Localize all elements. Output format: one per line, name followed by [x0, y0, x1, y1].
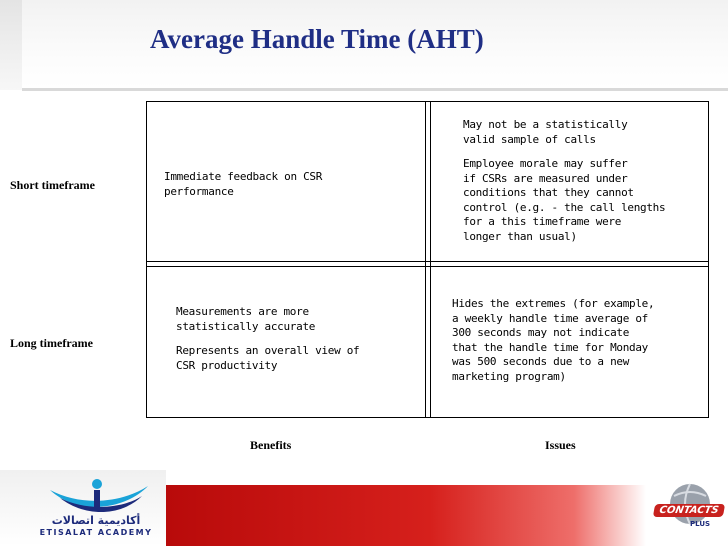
- logo-english-text: ETISALAT ACADEMY: [39, 528, 153, 537]
- cell-line: CSR productivity: [176, 358, 278, 372]
- grid-line-horizontal-a: [147, 261, 708, 262]
- cell-long-benefits: [176, 305, 359, 373]
- footer-red-band: [166, 485, 646, 546]
- cell-line: marketing program): [452, 369, 566, 383]
- left-decor-band: [0, 0, 22, 90]
- cell-short-issues: [463, 118, 665, 244]
- cell-line: conditions that they cannot: [463, 186, 634, 199]
- cell-line: Represents an overall view of: [176, 344, 360, 357]
- col-label-issues: Issues: [545, 438, 576, 452]
- cell-line: was 500 seconds due to a new: [452, 355, 630, 368]
- cell-line: a weekly handle time average of: [452, 311, 648, 325]
- cell-short-benefits: [164, 170, 322, 199]
- row-label-short: Short timeframe: [10, 178, 95, 192]
- cell-line: Employee morale may suffer: [463, 157, 628, 170]
- row-label-long: Long timeframe: [10, 336, 93, 350]
- cell-line: valid sample of calls: [463, 132, 596, 146]
- cell-line: control (e.g. - the call lengths: [463, 200, 666, 214]
- col-label-benefits: Benefits: [250, 438, 292, 452]
- grid-line-vertical-a: [425, 102, 426, 417]
- cell-line: longer than usual): [463, 229, 577, 243]
- cell-line: Immediate feedback on CSR: [164, 170, 323, 183]
- grid-line-horizontal-b: [147, 266, 708, 267]
- slide-title: Average Handle Time (AHT): [150, 24, 484, 54]
- cell-line: if CSRs are measured under: [463, 171, 628, 185]
- cell-line: performance: [164, 184, 234, 198]
- cell-line: 300 seconds may not indicate: [452, 326, 630, 339]
- cell-long-issues: [452, 297, 654, 384]
- cell-line: that the handle time for Monday: [452, 340, 648, 354]
- cell-line: statistically accurate: [176, 319, 316, 333]
- cell-line: for a this timeframe were: [463, 215, 622, 228]
- grid-line-vertical-b: [430, 102, 431, 417]
- cell-line: Measurements are more: [176, 305, 309, 318]
- plus-logo-text: PLUS: [690, 520, 711, 528]
- contacts-logo-text: CONTACTS: [653, 504, 725, 517]
- cell-line: May not be a statistically: [463, 118, 628, 131]
- logo-arabic-text: أكاديمية اتصالات: [51, 514, 141, 527]
- title-rule: [22, 88, 728, 91]
- cell-line: Hides the extremes (for example,: [452, 297, 655, 310]
